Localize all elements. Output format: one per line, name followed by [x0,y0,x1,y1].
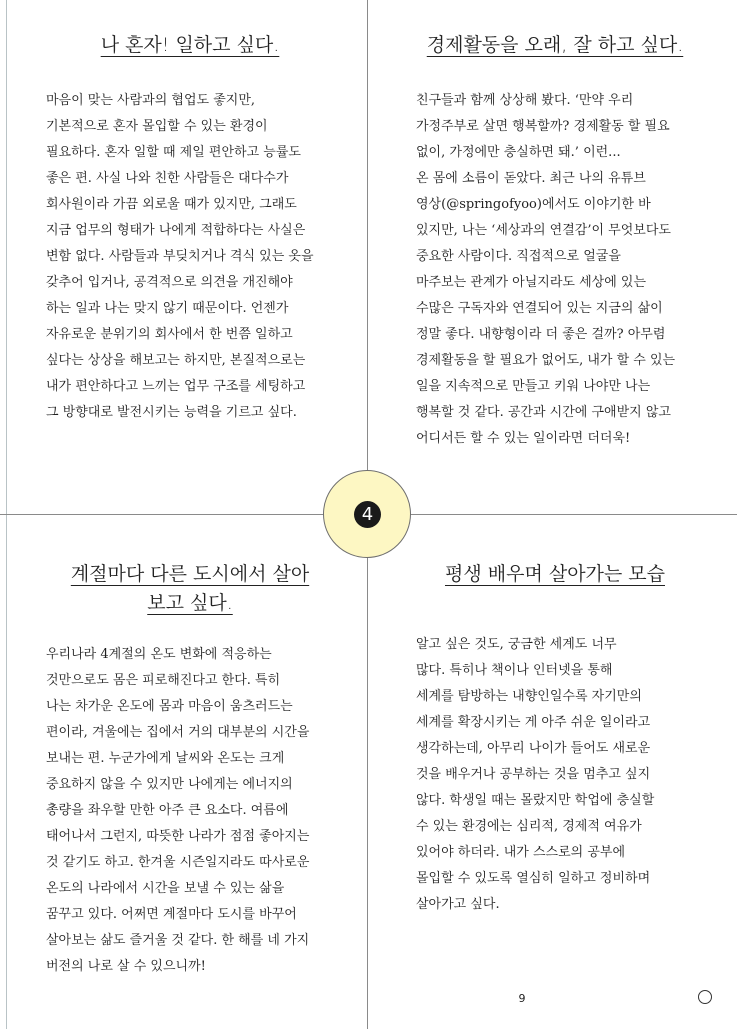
body-line: 일을 지속적으로 만들고 키워 나야만 나는 [416,379,651,394]
body-line: 지금 업무의 형태가 나에게 적합하다는 사실은 [46,223,306,238]
body-line: 어디서든 할 수 있는 일이라면 더더욱! [416,431,631,446]
body-line: 총량을 좌우할 만한 아주 큰 요소다. 여름에 [46,803,289,818]
body-line: 않다. 학생일 때는 몰랐지만 학업에 충실할 [416,793,655,808]
title-line: 평생 배우며 살아가는 모습 [444,563,665,585]
body-line: 중요한 사람이다. 직접적으로 얼굴을 [416,249,621,264]
body-line: 갖추어 입거나, 공격적으로 의견을 개진해야 [46,275,293,290]
body-line: 온 몸에 소름이 돋았다. 최근 나의 유튜브 [416,171,646,186]
body-line: 정말 좋다. 내향형이라 더 좋은 걸까? 아무렴 [416,327,666,342]
body-line: 회사원이라 가끔 외로울 때가 있지만, 그래도 [46,197,297,212]
title-line: 계절마다 다른 도시에서 살아 [70,563,310,585]
body-line: 친구들과 함께 상상해 봤다. ‘만약 우리 [416,93,634,108]
body-line: 자유로운 분위기의 회사에서 한 번쯤 일하고 [46,327,293,342]
body-line: 세계를 탐방하는 내향인일수록 자기만의 [416,689,642,704]
body-line: 세계를 확장시키는 게 아주 쉬운 일이라고 [416,715,651,730]
body-line: 가정주부로 살면 행복할까? 경제활동 할 필요 [416,119,670,134]
quadrant-title [395,560,715,589]
body-line: 우리나라 4계절의 온도 변화에 적응하는 [46,647,272,662]
body-line: 것을 배우거나 공부하는 것을 멈추고 싶지 [416,767,651,782]
body-line: 꿈꾸고 있다. 어쩌면 계절마다 도시를 바꾸어 [46,907,297,922]
body-line: 행복할 것 같다. 공간과 시간에 구애받지 않고 [416,405,671,420]
quadrant-body [416,88,715,452]
body-line: 살아보는 삶도 즐거울 것 같다. 한 해를 네 가지 [46,933,310,948]
quadrant-top-right [395,31,715,452]
body-line: 많다. 특히나 책이나 인터넷을 통해 [416,663,613,678]
body-line: 내가 편안하다고 느끼는 업무 구조를 세팅하고 [46,379,306,394]
body-line: 것 같기도 하고. 한겨울 시즌일지라도 따사로운 [46,855,310,870]
body-line: 기본적으로 혼자 몰입할 수 있는 환경이 [46,119,268,134]
body-line: 수 있는 환경에는 심리적, 경제적 여유가 [416,819,642,834]
circle-icon [698,990,712,1004]
body-line: 없이, 가정에만 충실하면 돼.’ 이런... [416,145,621,160]
body-line: 버전의 나로 살 수 있으니까! [46,959,206,974]
title-line: 나 혼자! 일하고 싶다. [100,34,280,56]
body-line: 있지만, 나는 ‘세상과의 연결감’이 무엇보다도 [416,223,671,238]
body-line: 필요하다. 혼자 일할 때 제일 편안하고 능률도 [46,145,301,160]
body-line: 변함 없다. 사람들과 부딪치거나 격식 있는 옷을 [46,249,314,264]
body-line: 온도의 나라에서 시간을 보낼 수 있는 삶을 [46,881,285,896]
body-line: 몰입할 수 있도록 열심히 일하고 정비하며 [416,871,651,886]
quadrant-title [395,31,715,60]
body-line: 싶다는 상상을 해보고는 하지만, 본질적으로는 [46,353,306,368]
body-line: 편이라, 겨울에는 집에서 거의 대부분의 시간을 [46,725,310,740]
body-line: 보내는 편. 누군가에게 날씨와 온도는 크게 [46,751,285,766]
quadrant-top-left [30,31,350,426]
body-line: 좋은 편. 사실 나와 친한 사람들은 대다수가 [46,171,289,186]
body-line: 있어야 하더라. 내가 스스로의 공부에 [416,845,626,860]
body-line: 것만으로도 몸은 피로해진다고 한다. 특히 [46,673,281,688]
section-number-badge [323,470,411,558]
body-line: 하는 일과 나는 맞지 않기 때문이다. 언젠가 [46,301,289,316]
body-line: 수많은 구독자와 연결되어 있는 지금의 삶이 [416,301,663,316]
quadrant-body [416,632,715,918]
body-line: 중요하지 않을 수 있지만 나에게는 에너지의 [46,777,293,792]
section-number: 4 [354,501,381,528]
quadrant-title [30,560,350,618]
quadrant-bottom-left [30,560,350,980]
body-line: 나는 차가운 온도에 몸과 마음이 움츠러드는 [46,699,293,714]
body-line: 생각하는데, 아무리 나이가 들어도 새로운 [416,741,651,756]
quadrant-body [46,642,350,980]
title-line: 경제활동을 오래, 잘 하고 싶다. [426,34,684,56]
body-line: 살아가고 싶다. [416,897,500,912]
body-line: 태어나서 그런지, 따뜻한 나라가 점점 좋아지는 [46,829,310,844]
quadrant-body [46,88,350,426]
body-line: 마음이 맞는 사람과의 협업도 좋지만, [46,93,256,108]
quadrant-bottom-right [395,560,715,918]
body-line: 그 방향대로 발전시키는 능력을 기르고 싶다. [46,405,297,420]
body-line: 알고 싶은 것도, 궁금한 세계도 너무 [416,637,617,652]
title-line: 보고 싶다. [147,592,233,614]
body-line: 경제활동을 할 필요가 없어도, 내가 할 수 있는 [416,353,676,368]
quadrant-title [30,31,350,60]
body-line: 영상(@springofyoo)에서도 이야기한 바 [416,197,651,212]
body-line: 마주보는 관계가 아닐지라도 세상에 있는 [416,275,647,290]
page-number: 9 [518,992,526,1005]
